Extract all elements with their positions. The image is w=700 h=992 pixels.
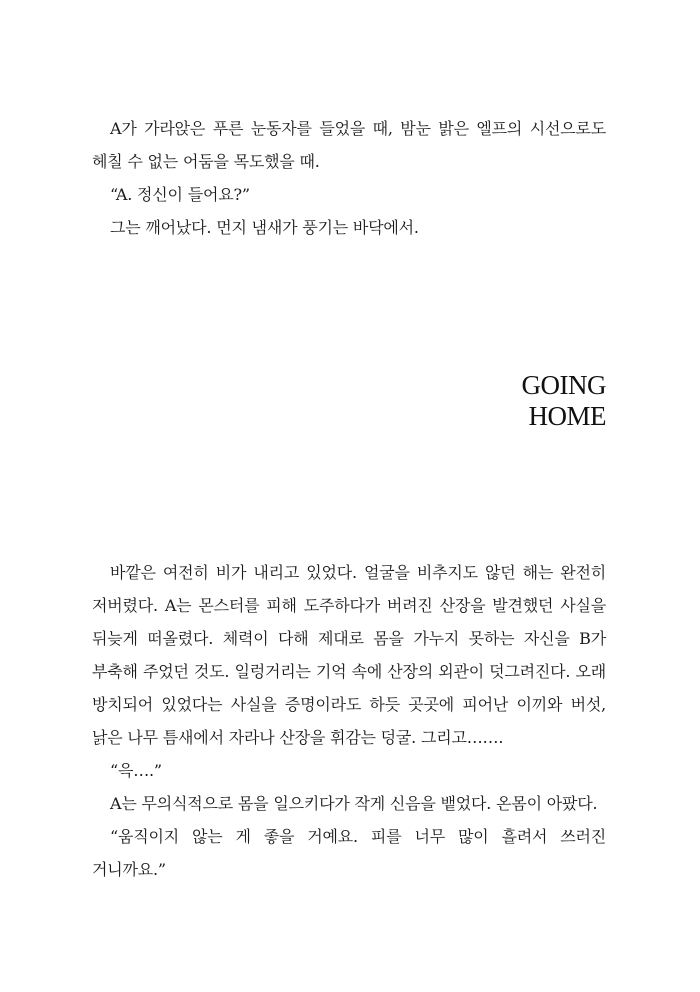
chapter-title [522, 370, 607, 432]
paragraph: 그는 깨어났다. 먼지 냄새가 풍기는 바닥에서. [110, 218, 419, 237]
paragraph: A가 가라앉은 푸른 눈동자를 들었을 때, 밤눈 밝은 엘프의 시선으로도 헤칠 수 없는 어둠을 목도했을 때. [92, 119, 606, 171]
dialogue-line: “윽….” [110, 761, 162, 780]
bottom-text-section [92, 556, 606, 886]
chapter-title-line-1: GOING [521, 370, 606, 400]
dialogue-line: “움직이지 않는 게 좋을 거예요. 피를 너무 많이 흘려서 쓰러진 거니까요.” [92, 827, 606, 879]
chapter-title-line-2: HOME [528, 401, 606, 431]
dialogue-line: “A. 정신이 들어요?” [110, 185, 250, 204]
paragraph: A는 무의식적으로 몸을 일으키다가 작게 신음을 뱉었다. 온몸이 아팠다. [110, 794, 598, 813]
top-text-section [92, 112, 606, 244]
paragraph: 바깥은 여전히 비가 내리고 있었다. 얼굴을 비추지도 않던 해는 완전히 저버렸다. A는 몬스터를 피해 도주하다가 버려진 산장을 발견했던 사실을 뒤늦게 떠올렸다. 체력이 다해 제대로 몸을 가누지 못하는 자신을 B가 부축해 주었던 것도. 일렁거리는 기억 속에 산장의 외관이 덧그려진다. 오래 방치되어 있었다는 사실을 증명이라도 하듯 곳곳에 피어난 이끼와 버섯, 낡은 나무 틈새에서 자라나 산장을 휘감는 덩굴. 그리고……. [92, 563, 606, 747]
